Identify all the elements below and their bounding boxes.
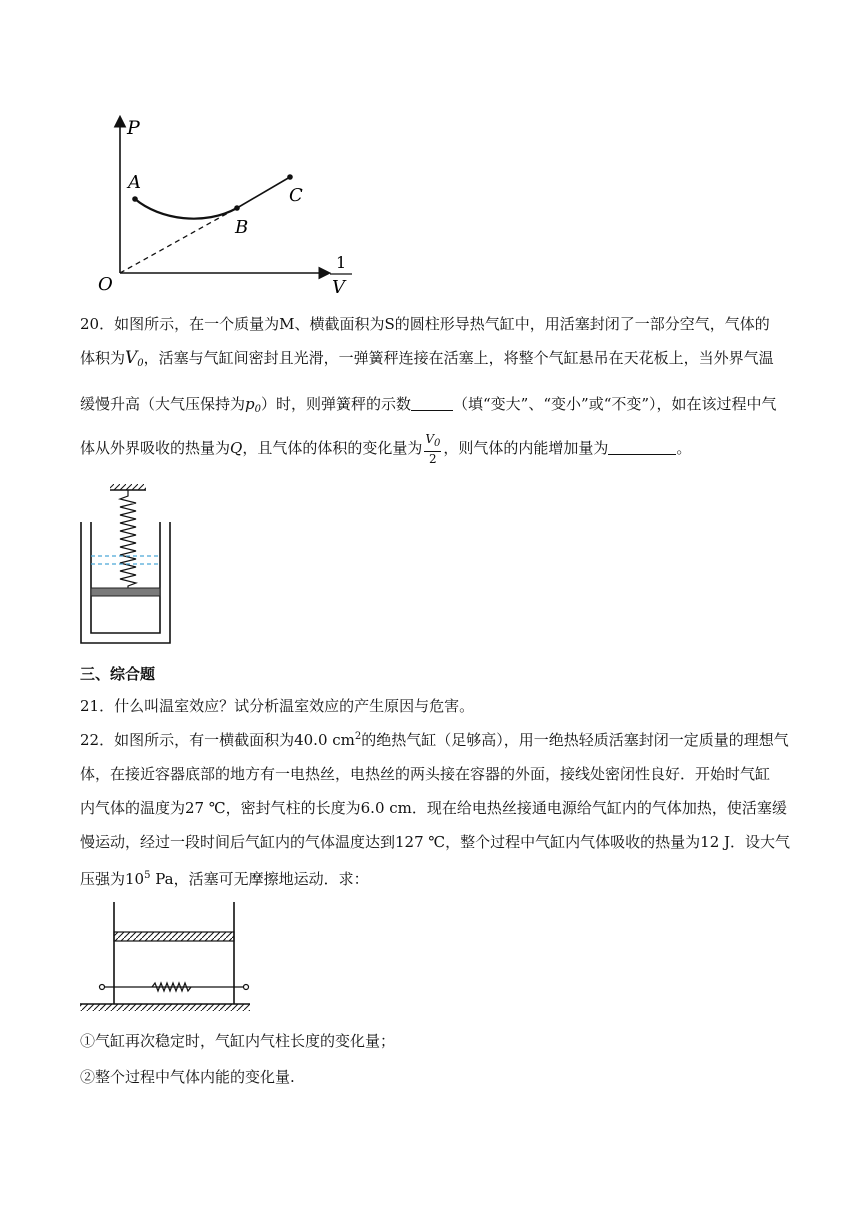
answer-blank-2[interactable] [608, 438, 676, 455]
q20-line-2: 体积为$V_0$，活塞与气缸间密封且光滑，一弹簧秤连接在活塞上，将整个气缸悬吊在天花板上，当外界气温 [80, 348, 774, 369]
question-22 [80, 720, 791, 896]
point-a [132, 196, 138, 202]
piston [114, 932, 234, 941]
line-bc [237, 177, 290, 208]
label-b: B [235, 217, 249, 238]
curve-ab [135, 199, 237, 219]
section-heading: 三、综合题 [80, 665, 156, 683]
fraction-v0-over-2: $\frac{V_0}{2}$ [425, 432, 441, 466]
q22-line-4: 慢运动，经过一段时间后气缸内的气体温度达到127 ℃，整个过程中气缸内气体吸收的热量为12 J．设大气 [80, 833, 791, 851]
q22-line-5: 压强为$10^5$ Pa，活塞可无摩擦地运动．求： [80, 870, 369, 888]
label-c: C [289, 185, 303, 206]
q22-sub-questions [80, 1024, 780, 1094]
question-20 [80, 307, 780, 466]
q20-line-4: 体从外界吸收的热量为Q，且气体的体积的变化量为 $\frac{V_0}{2}$ ，则气体的内能增加量为 。 [80, 432, 692, 466]
point-b [234, 205, 240, 211]
spring [120, 490, 136, 590]
label-origin: O [98, 274, 113, 295]
label-x-den: V [332, 277, 345, 298]
q20-line-3: 缓慢升高（大气压保持为$p_0$）时，则弹簧秤的示数 （填“变大”、“变小”或“不变”），如在该过程中气 [80, 395, 777, 415]
sub-question-2: ②整个过程中气体内能的变化量. [80, 1068, 295, 1086]
q22-line-1: 22．如图所示，有一横截面积为40.0 $cm^2$的绝热气缸（足够高），用一绝热轻质活塞封闭一定质量的理想气 [80, 731, 789, 749]
symbol-p0: $p_0$ [245, 395, 261, 415]
ceiling-hatch [110, 484, 146, 490]
question-21: 21．什么叫温室效应？试分析温室效应的产生原因与危害。 [80, 697, 475, 715]
label-x-num: 1 [336, 253, 347, 272]
q20-line-1: 20．如图所示，在一个质量为M、横截面积为S的圆柱形导热气缸中，用活塞封闭了一部分空气，气体的 [80, 315, 770, 333]
piston [91, 588, 160, 596]
q22-line-3: 内气体的温度为27 ℃，密封气柱的长度为6.0 cm．现在给电热丝接通电源给气缸内的气体加热，使活塞缓 [80, 799, 787, 817]
sub-question-1: ①气缸再次稳定时，气缸内气柱长度的变化量； [80, 1032, 396, 1050]
terminal-right [244, 985, 249, 990]
symbol-v0: $V_0$ [125, 348, 144, 369]
q22-line-2: 体，在接近容器底部的地方有一电热丝，电热丝的两头接在容器的外面，接线处密闭性良好．开始时气缸 [80, 765, 771, 783]
cylinder-walls [114, 902, 234, 1004]
hanging-cylinder-figure [78, 484, 178, 646]
answer-blank-1[interactable] [411, 394, 453, 411]
label-p: P [127, 117, 140, 139]
terminal-left [100, 985, 105, 990]
point-c [287, 174, 293, 180]
p-inverse-v-graph [90, 108, 370, 303]
label-a: A [128, 172, 141, 193]
heater-cylinder-figure [76, 902, 256, 1014]
ground-hatch [80, 1004, 250, 1011]
